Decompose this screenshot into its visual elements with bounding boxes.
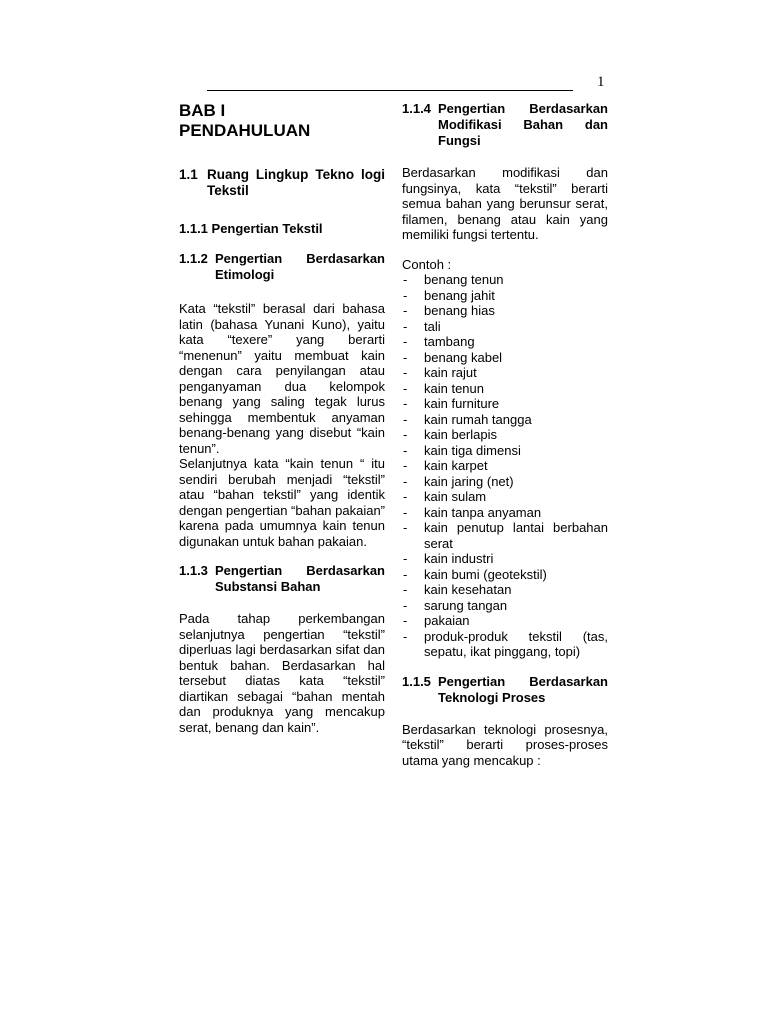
- left-column: [179, 101, 385, 735]
- list-item: - kain jaring (net): [402, 474, 608, 490]
- list-item: - produk-produk tekstil (tas, sepatu, ikat pinggang, topi): [402, 629, 608, 660]
- list-item: - kain rumah tangga: [402, 412, 608, 428]
- subsection-title: Pengertian Berdasarkan Modifikasi Bahan dan Fungsi: [438, 101, 608, 148]
- list-item: - tali: [402, 319, 608, 335]
- subsection-number: 1.1.3: [179, 563, 208, 578]
- subsection-heading-1-1-1: [179, 221, 385, 237]
- list-item: - kain karpet: [402, 458, 608, 474]
- right-column: [402, 101, 608, 768]
- list-item: - kain sulam: [402, 489, 608, 505]
- page-number: 1: [597, 74, 605, 90]
- chapter-heading: [179, 101, 385, 141]
- list-item: - kain tenun: [402, 381, 608, 397]
- contoh-label: Contoh :: [402, 256, 452, 272]
- list-item: - kain tiga dimensi: [402, 443, 608, 459]
- list-item: - tambang: [402, 334, 608, 350]
- list-item: - kain furniture: [402, 396, 608, 412]
- paragraph-modifikasi: Berdasarkan modifikasi dan fungsinya, kata “tekstil” berarti semua bahan yang berunsur serat, filamen, benang atau kain yang memiliki fungsi tertentu.: [402, 165, 608, 242]
- section-heading-1-1: [179, 167, 385, 199]
- list-item: - pakaian: [402, 613, 608, 629]
- example-list: [402, 272, 608, 660]
- subsection-title: Pengertian Berdasarkan Substansi Bahan: [215, 563, 385, 594]
- subsection-number: 1.1.4: [402, 101, 431, 116]
- list-item: - sarung tangan: [402, 598, 608, 614]
- list-item: - kain kesehatan: [402, 582, 608, 598]
- list-item: - kain berlapis: [402, 427, 608, 443]
- section-number: 1.1: [179, 167, 198, 182]
- chapter-title: PENDAHULUAN: [179, 121, 311, 140]
- list-item: - benang hias: [402, 303, 608, 319]
- subsection-heading-1-1-5: [402, 674, 608, 706]
- subsection-heading-1-1-4: [402, 101, 608, 149]
- subsection-number: 1.1.2: [179, 251, 208, 266]
- paragraph-etimologi-2: Selanjutnya kata “kain tenun “ itu sendiri berubah menjadi “tekstil” atau “bahan tekstil” yang identik dengan pengertian “bahan pakaian” karena pada umumnya kain tenun digunakan untuk bahan pakaian.: [179, 456, 386, 549]
- section-title: Ruang Lingkup Tekno logi Tekstil: [207, 167, 385, 198]
- subsection-heading-1-1-3: [179, 563, 385, 595]
- list-item: - kain tanpa anyaman: [402, 505, 608, 521]
- subsection-title: 1.1.1 Pengertian Tekstil: [179, 221, 323, 236]
- paragraph-teknologi: Berdasarkan teknologi prosesnya, “tekstil” berarti proses-proses utama yang mencakup :: [402, 721, 608, 768]
- subsection-title: Pengertian Berdasarkan Teknologi Proses: [438, 673, 608, 705]
- list-item: - benang tenun: [402, 272, 608, 288]
- list-item: - kain rajut: [402, 365, 608, 381]
- list-item: - kain bumi (geotekstil): [402, 567, 608, 583]
- chapter-label: BAB I: [179, 101, 226, 120]
- paragraph-substansi: Pada tahap perkembangan selanjutnya pengertian “tekstil” diperluas lagi berdasarkan sifat dan bentuk bahan. Berdasarkan hal tersebut diatas kata “tekstil” diartikan sebagai “bahan mentah dan produknya yang mencakup serat, benang dan kain”.: [179, 611, 385, 735]
- subsection-heading-1-1-2: [179, 251, 385, 283]
- header-rule: [207, 90, 573, 91]
- paragraph-etimologi-1: Kata “tekstil” berasal dari bahasa latin (bahasa Yunani Kuno), yaitu kata “texere” yang berarti “menenun” yaitu membuat kain dengan cara penyilangan atau penganyaman dua kelompok benang yang saling tegak lurus sehingga membentuk anyaman benang-benang yang disebut “kain tenun”.: [179, 301, 385, 456]
- subsection-number: 1.1.5: [402, 673, 431, 689]
- list-item: - benang jahit: [402, 288, 608, 304]
- list-item: - benang kabel: [402, 350, 608, 366]
- list-item: - kain industri: [402, 551, 608, 567]
- list-item: - kain penutup lantai berbahan serat: [402, 520, 608, 551]
- subsection-title: Pengertian Berdasarkan Etimologi: [215, 251, 385, 282]
